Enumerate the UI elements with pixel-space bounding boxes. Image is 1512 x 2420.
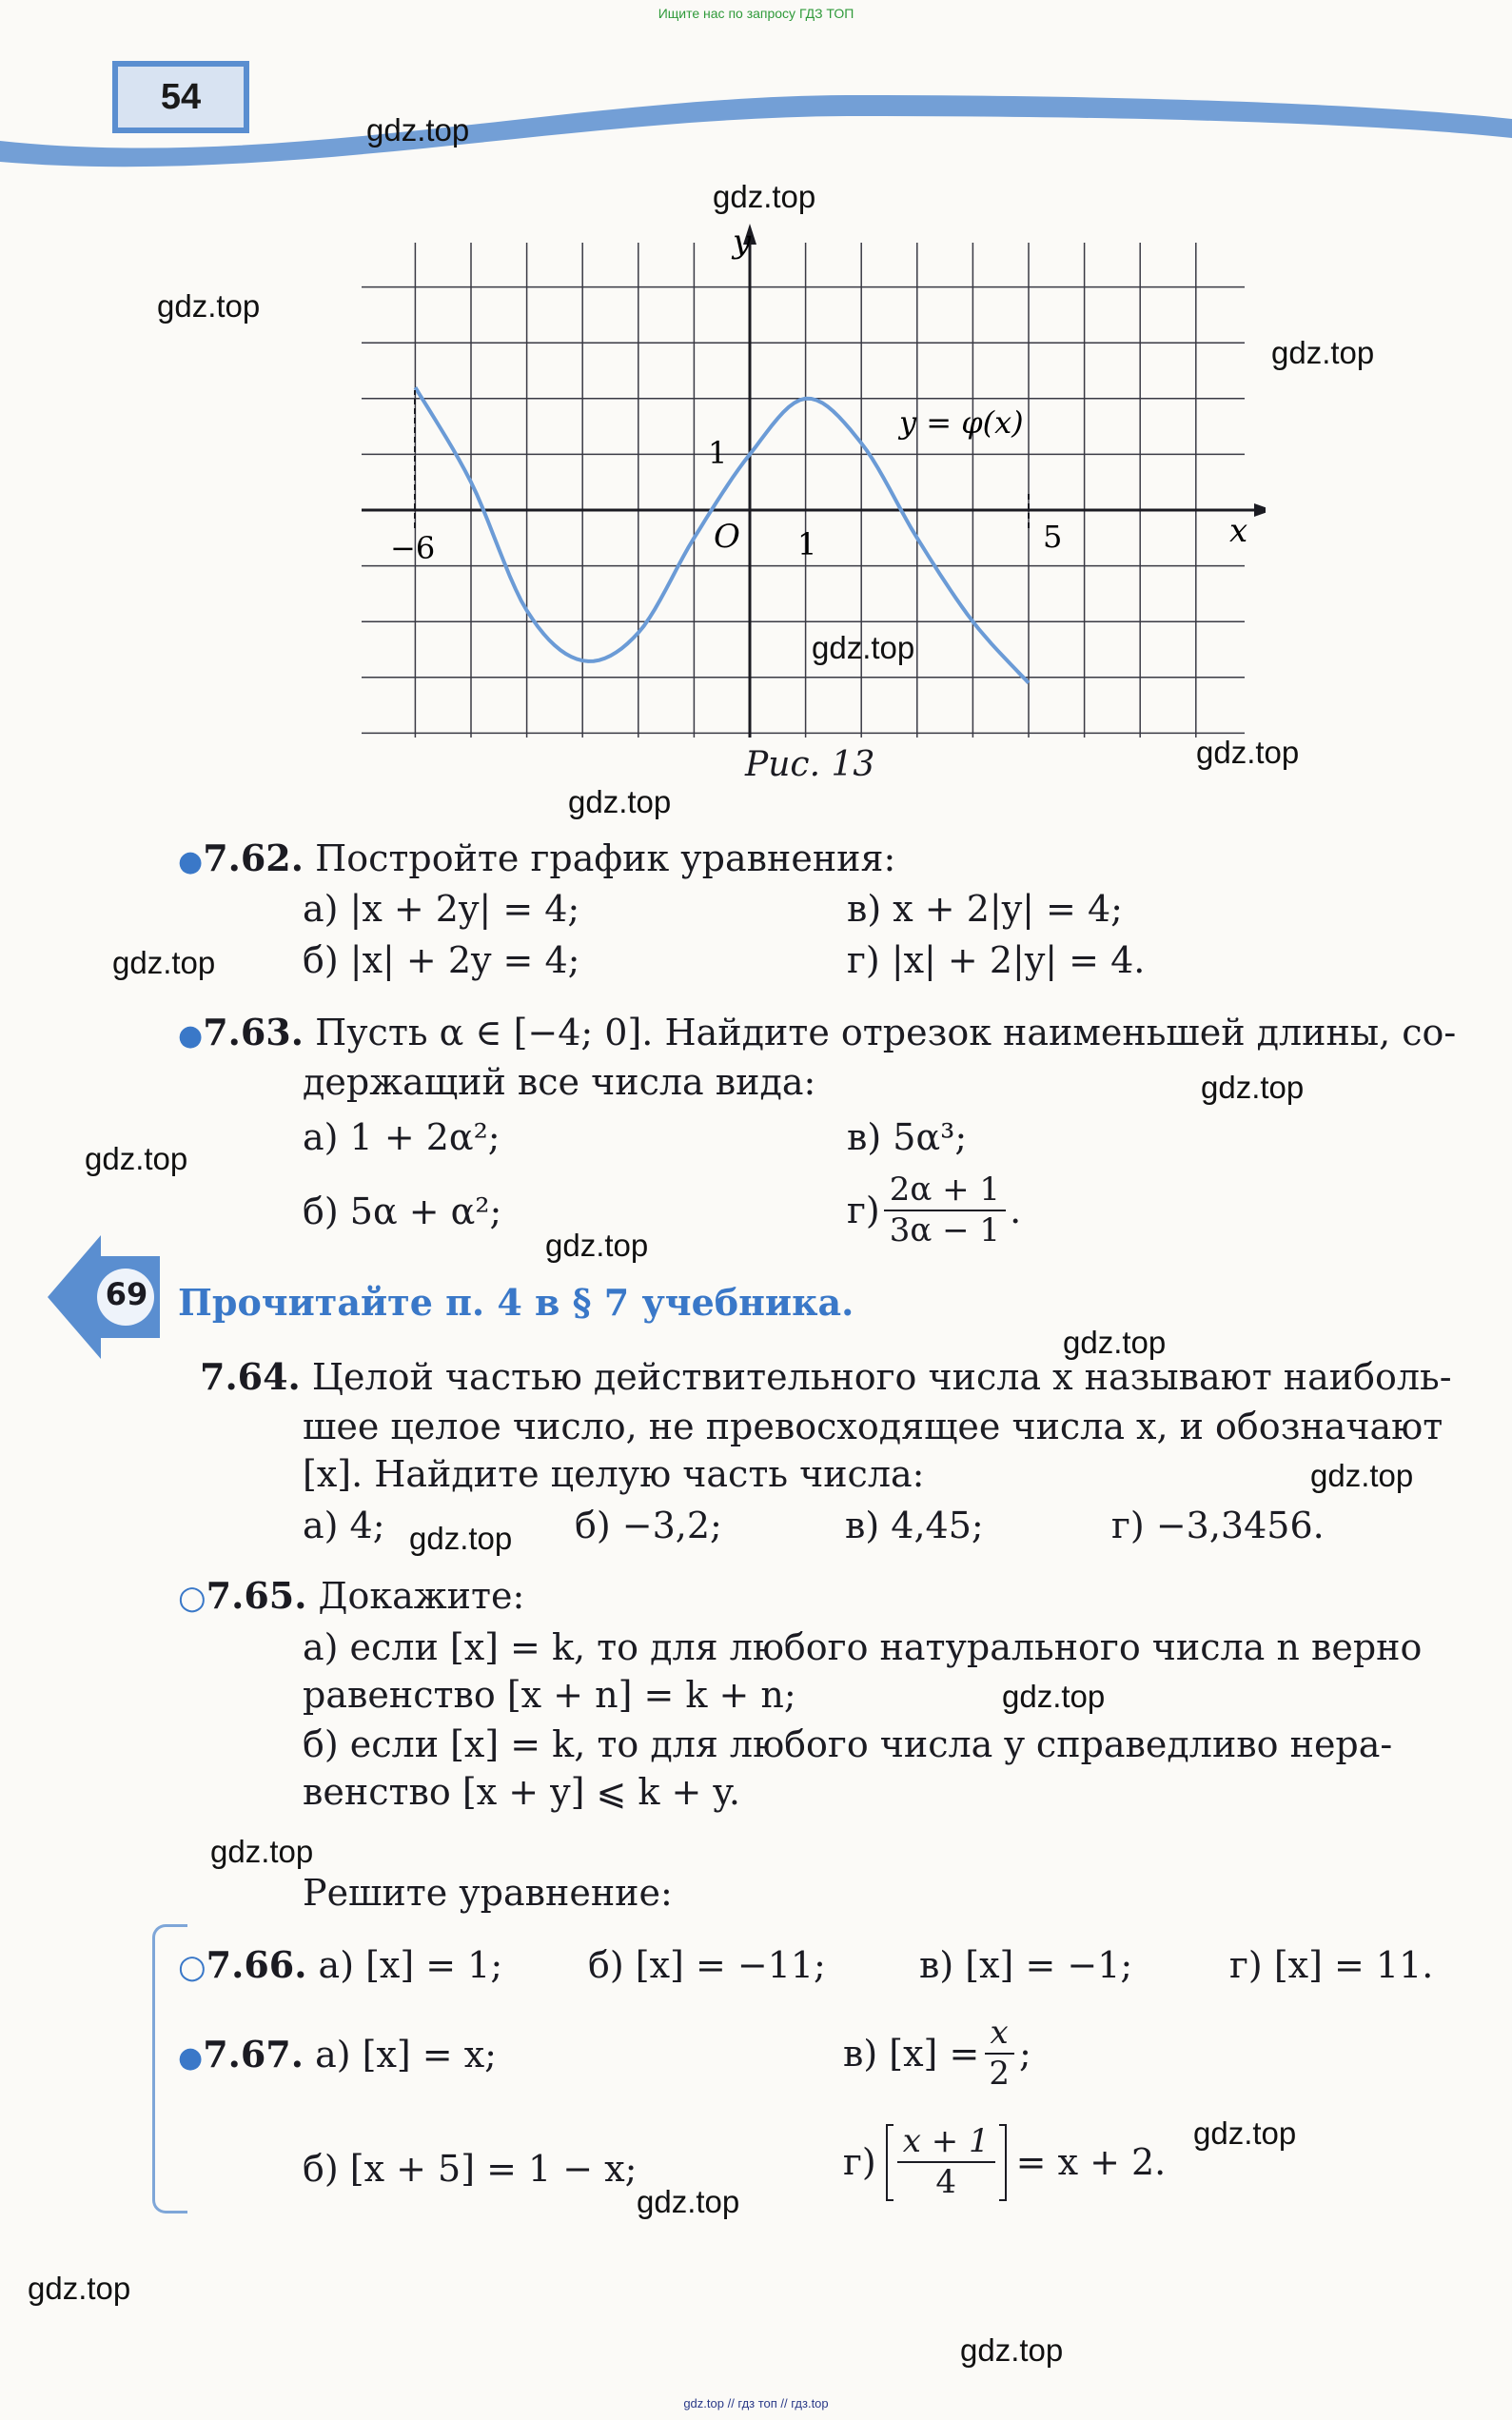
p765-b1: б) если [x] = k, то для любого числа y справедливо нера- [303, 1723, 1393, 1765]
problem-7-67: ●7.67. а) [x] = x; [178, 2033, 497, 2076]
x-axis-arrow [1254, 503, 1266, 517]
p762-g: г) |x| + 2|y| = 4. [847, 939, 1146, 981]
p764-b: б) −3,2; [575, 1505, 722, 1546]
x-tick-minus-6: −6 [390, 530, 436, 566]
p762-a: а) |x + 2y| = 4; [303, 888, 580, 930]
x-axis-label: x [1229, 512, 1248, 550]
p763-b: б) 5α + α²; [303, 1190, 502, 1232]
fraction: $\frac{x}{2}$ [983, 2016, 1015, 2093]
watermark: gdz.top [1310, 1458, 1414, 1493]
p767-v: в) [x] = $\frac{x}{2}$ ; [843, 2014, 1031, 2094]
p767-g: г) $\frac{x + 1}{4}$ = x + 2. [843, 2122, 1167, 2202]
p765-a1: а) если [x] = k, то для любого натурального числа n верно [303, 1626, 1423, 1668]
watermark: gdz.top [960, 2332, 1064, 2368]
fraction: $\frac{x + 1}{4}$ [897, 2124, 995, 2201]
function-graph [352, 224, 1266, 795]
function-label: y = φ(x) [899, 404, 1024, 441]
x-tick-5: 5 [1043, 519, 1063, 555]
p765-a2: равенство [x + n] = k + n; [303, 1674, 796, 1716]
watermark: gdz.top [1271, 335, 1375, 370]
p764-g: г) −3,3456. [1111, 1505, 1325, 1546]
y-axis-label: y [733, 224, 752, 261]
y-tick-1: 1 [708, 435, 728, 471]
problem-7-64: 7.64. Целой частью действительного числа x называют наиболь- [200, 1355, 1452, 1398]
p764-line3: [x]. Найдите целую часть числа: [303, 1453, 925, 1495]
solve-heading: Решите уравнение: [303, 1872, 673, 1914]
p763-v: в) 5α³; [847, 1116, 968, 1158]
graph-grid [362, 243, 1248, 738]
p766-g: г) [x] = 11. [1229, 1944, 1434, 1986]
figure-caption: Рис. 13 [745, 745, 875, 784]
watermark: gdz.top [409, 1521, 513, 1556]
hollow-circle-icon: ○ [178, 1579, 206, 1617]
p765-b2: венство [x + y] ⩽ k + y. [303, 1771, 740, 1813]
problem-7-65: ○7.65. Докажите: [178, 1574, 525, 1617]
page-number: 54 [112, 61, 249, 133]
filled-circle-icon: ● [178, 845, 204, 878]
watermark: gdz.top [637, 2184, 740, 2219]
watermark: gdz.top [812, 630, 915, 665]
filled-circle-icon: ● [178, 2041, 204, 2075]
watermark: gdz.top [85, 1141, 188, 1176]
problem-7-66: ○7.66. а) [x] = 1; [178, 1943, 503, 1986]
watermark: gdz.top [1201, 1070, 1305, 1105]
p767-b: б) [x + 5] = 1 − x; [303, 2148, 638, 2190]
watermark: gdz.top [1002, 1679, 1106, 1714]
watermark: gdz.top [545, 1228, 649, 1263]
p764-a: а) 4; [303, 1505, 385, 1546]
p762-v: в) x + 2|y| = 4; [847, 888, 1123, 930]
p762-b: б) |x| + 2y = 4; [303, 939, 580, 981]
watermark: gdz.top [713, 179, 816, 214]
top-banner: Ищите нас по запросу ГДЗ ТОП [658, 6, 854, 21]
watermark: gdz.top [157, 288, 261, 324]
p763-a: а) 1 + 2α²; [303, 1116, 501, 1158]
fraction: $\frac{2\alpha + 1}{3\alpha - 1}$ [884, 1172, 1006, 1249]
p764-line2: шее целое число, не превосходящее числа x, и обозначают [303, 1406, 1443, 1447]
origin-label: O [714, 518, 740, 556]
bottom-banner: gdz.top // гдз топ // гдз.top [683, 2396, 829, 2410]
problem-7-62: ●7.62. Постройте график уравнения: [178, 836, 896, 879]
section-title: Прочитайте п. 4 в § 7 учебника. [178, 1281, 854, 1324]
watermark: gdz.top [1193, 2115, 1297, 2151]
watermark: gdz.top [366, 112, 470, 148]
p763-line2: держащий все числа вида: [303, 1061, 816, 1103]
watermark: gdz.top [1196, 735, 1300, 770]
watermark: gdz.top [1063, 1325, 1167, 1360]
hollow-circle-icon: ○ [178, 1948, 206, 1986]
p764-v: в) 4,45; [845, 1505, 984, 1546]
filled-circle-icon: ● [178, 1019, 204, 1053]
watermark: gdz.top [28, 2271, 131, 2306]
p766-b: б) [x] = −11; [588, 1944, 826, 1986]
section-number: 69 [105, 1276, 148, 1312]
watermark: gdz.top [568, 784, 672, 819]
p766-v: в) [x] = −1; [919, 1944, 1133, 1986]
x-tick-1: 1 [797, 526, 817, 562]
watermark: gdz.top [210, 1834, 314, 1869]
floor-bracket [886, 2124, 1007, 2201]
watermark: gdz.top [112, 945, 216, 980]
p763-g: г) $\frac{2\alpha + 1}{3\alpha - 1}$ . [847, 1171, 1022, 1250]
problem-7-63: ●7.63. Пусть α ∈ [−4; 0]. Найдите отрезок наименьшей длины, со- [178, 1011, 1457, 1053]
